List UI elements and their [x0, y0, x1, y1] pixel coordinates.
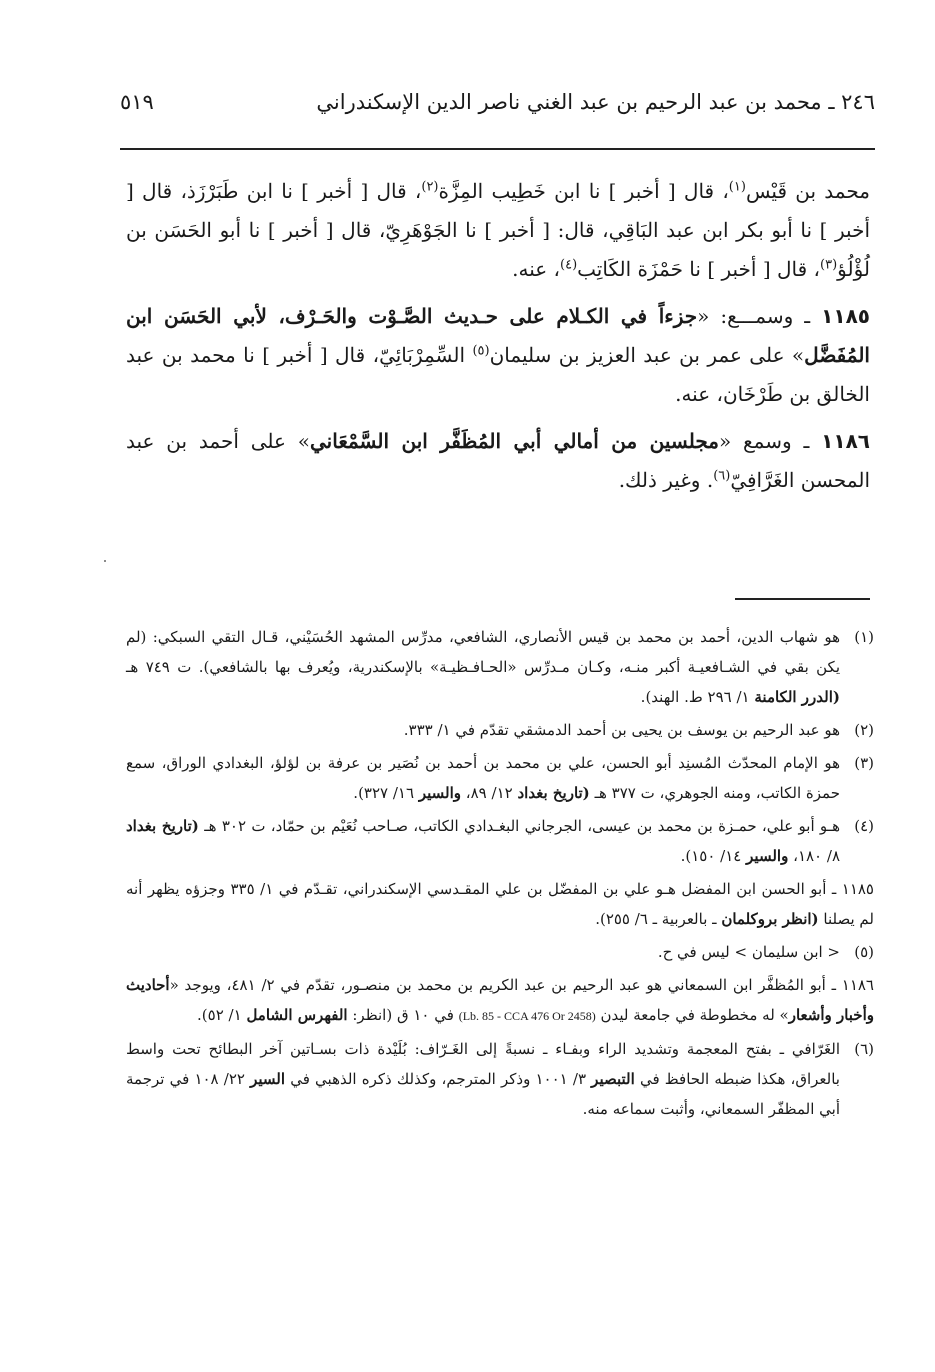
fn3-text-c: ١٦/ ٣٢٧). [353, 784, 415, 802]
fn1185-text-b: ـ بالعربية ـ ٦/ ٢٥٥). [595, 910, 717, 928]
footnote-label-4: (٤) [854, 817, 874, 835]
para1-text-c: ، قال [ أخبر ] نا ابن طَبَرْزَذ، قال [ أخبر ] نا أبو بكر ابن عبد البَاقِي، قال: [ أخبر ] نا الجَوْهَرِيّ، قال [ أخبر ] نا أبو الحَسَن بن لُؤْلُؤ [126, 179, 870, 281]
fn1186-work-title: أحاديث وأخبار وأشعار [126, 976, 874, 1024]
fn1186-text-c: في ١٠ ق (انظر: [352, 1006, 454, 1024]
fn4-text-b: ٨/ ١٨٠، [793, 847, 840, 865]
footnote-text-3 [126, 748, 840, 808]
footnote-label-3: (٣) [854, 754, 874, 772]
work-title-1185: جزءاً في الكـلام على حـديث الصَّـوْت والحَـرْف، لأبي الحَسَن ابن المُفَضَّل [126, 304, 870, 367]
fn6-text-c: ٢٢/ ١٠٨ في ترجمة أبي المظفّر السمعاني، وأثبت سماعه منه. [126, 1070, 840, 1118]
footnote-label-1: (١) [854, 628, 874, 646]
entry-number-1186: ١١٨٦ [821, 429, 870, 453]
footnote-text-6 [126, 1034, 840, 1124]
fn4-text-c: ١٤/ ١٥٠). [680, 847, 742, 865]
note-ref-4[interactable]: (٤) [560, 257, 578, 273]
footnote-5 [126, 937, 874, 967]
footnote-1186 [126, 970, 874, 1031]
fn1-source: (الدرر الكامنة [754, 688, 840, 706]
para2-text-c: السِّمِرْبَائِيّ، قال [ أخبر ] نا محمد بن عبد الخالق بن طَرْخَان، عنه. [126, 343, 870, 406]
fn1185-text-a: ١١٨٥ ـ أبو الحسن ابن المفضل هـو علي بن المفضّل بن علي المقـدسي الإسكندراني، تقـدّم في ١/ ٣٣٥ وجزؤه يظهر أنه لم يصلنا [126, 880, 874, 928]
note-ref-3[interactable]: (٣) [820, 257, 838, 273]
fn1-text-b: ١/ ٢٩٦ ط. الهند). [640, 688, 750, 706]
note-ref-6[interactable]: (٦) [713, 468, 731, 484]
fn1186-text-b: » له مخطوطة في جامعة ليدن [600, 1006, 789, 1024]
fn6-source-2: السير [250, 1070, 286, 1088]
note-ref-1[interactable]: (١) [728, 179, 746, 195]
running-title: ٢٤٦ ـ محمد بن عبد الرحيم بن عبد الغني ناصر الدين الإسكندراني [316, 90, 875, 114]
note-ref-5[interactable]: (٥) [472, 343, 490, 359]
para2-text-b: » على عمر بن عبد العزيز بن سليمان [489, 343, 805, 367]
para1-text-e: ، عنه. [512, 257, 561, 281]
fn3-text-b: ١٢/ ٨٩، [465, 784, 513, 802]
paragraph-1185 [126, 297, 870, 414]
footnote-6 [126, 1034, 874, 1124]
fn4-source-2: والسير [746, 847, 789, 865]
para1-text-b: ، قال [ أخبر ] نا ابن خَطِيب المِزَّة [438, 179, 729, 203]
footnote-text-2: هو عبد الرحيم بن يوسف بن يحيى بن أحمد الدمشقي تقدّم في ١/ ٣٣٣. [403, 721, 840, 739]
footnote-text-1 [126, 622, 840, 712]
entry-number-1185: ١١٨٥ [821, 304, 870, 328]
footnote-3 [126, 748, 874, 808]
page-header [120, 90, 875, 130]
main-text [126, 172, 870, 508]
footnote-1185 [126, 874, 874, 934]
fn3-text-a: هو الإمام المحدّث المُسنِد أبو الحسن، علي بن محمد بن أحمد بن نُصَير بن عرفة بن لؤلؤ، البغدادي الوراق، سمع حمزة الكاتب، ومنه الجوهري، ت ٣٧٧ هـ [126, 754, 840, 802]
fn1-text-a: هو شهاب الدين، أحمد بن محمد بن قيس الأنصاري، الشافعي، مدرِّس المشهد الحُسَيْني، قـال التقي السبكي: (لم يكن بقي في الشـافعيـة أكبر منـه، وكـان مـدرِّس «الحـافـظيـة» بالإسكندرية، ويُعرف بها بالشافعي). ت ٧٤٩ هـ [126, 628, 840, 676]
fn3-source-1: (تاريخ بغداد [517, 784, 590, 802]
footnote-4 [126, 811, 874, 871]
footnote-label-2: (٢) [854, 721, 874, 739]
footnote-text-4 [126, 811, 840, 871]
fn1186-shelfmark: (Lb. 85 - CCA 476 Or 2458) [458, 1009, 596, 1023]
paragraph-1186 [126, 422, 870, 500]
scan-speck [104, 560, 106, 562]
footnote-2 [126, 715, 874, 745]
page-number: ٥١٩ [120, 90, 154, 114]
fn6-text-b: ٣/ ١٠٠١ وذكر المترجم، وكذلك ذكره الذهبي في [290, 1070, 586, 1088]
para3-text-a: ـ وسمع « [718, 429, 810, 453]
fn3-source-2: والسير [418, 784, 461, 802]
para1-text-a: محمد بن قَيْس [745, 179, 870, 203]
para3-text-b: » على أحمد بن عبد المحسن الغَرَّافِيّ [126, 429, 870, 492]
fn1186-source: الفهرس الشامل [246, 1006, 348, 1024]
paragraph-chain [126, 172, 870, 289]
fn1186-text-d: ١/ ٥٢). [197, 1006, 242, 1024]
footnote-1 [126, 622, 874, 712]
note-ref-2[interactable]: (٢) [421, 179, 439, 195]
footnote-rule [735, 598, 870, 600]
para1-text-d: ، قال [ أخبر ] نا حَمْزَة الكَاتِب [577, 257, 820, 281]
footnote-label-6: (٦) [854, 1040, 874, 1058]
footnotes [126, 622, 874, 1127]
para3-text-c: . وغير ذلك. [618, 468, 714, 492]
footnote-text-5: < ابن سليمان > ليس في ح. [657, 943, 840, 961]
para2-text-a: ـ وسمـــع: « [697, 304, 811, 328]
fn4-source-1: (تاريخ بغداد [126, 817, 199, 835]
header-rule [120, 148, 875, 150]
footnote-label-5: (٥) [854, 943, 874, 961]
fn4-text-a: هـو أبو علي، حمـزة بن محمد بن عيسى، الجرجاني البغـدادي الكاتب، صـاحب نُعَيْم بن حمّاد، ت ٣٠٢ هـ [204, 817, 840, 835]
fn1186-text-a: ١١٨٦ ـ أبو المُظفَّر ابن السمعاني هو عبد الرحيم بن عبد الكريم بن محمد بن منصـور، تقدّم في ٢/ ٤٨١، ويوجد « [169, 976, 874, 994]
fn1185-source: (انظر بروكلمان [721, 910, 819, 928]
fn6-source-1: التبصير [591, 1070, 635, 1088]
fn6-text-a: الغَرّافي ـ بفتح المعجمة وتشديد الراء وبفـاء ـ نسبةً إلى الغَـرّاف: بُلَيْدة ذات بسـاتين آخر البطائح تحت واسط بالعراق، هكذا ضبطه الحافظ في [126, 1040, 840, 1088]
work-title-1186: مجلسين من أمالي أبي المُظَفَّر ابن السَّمْعَاني [310, 429, 719, 453]
